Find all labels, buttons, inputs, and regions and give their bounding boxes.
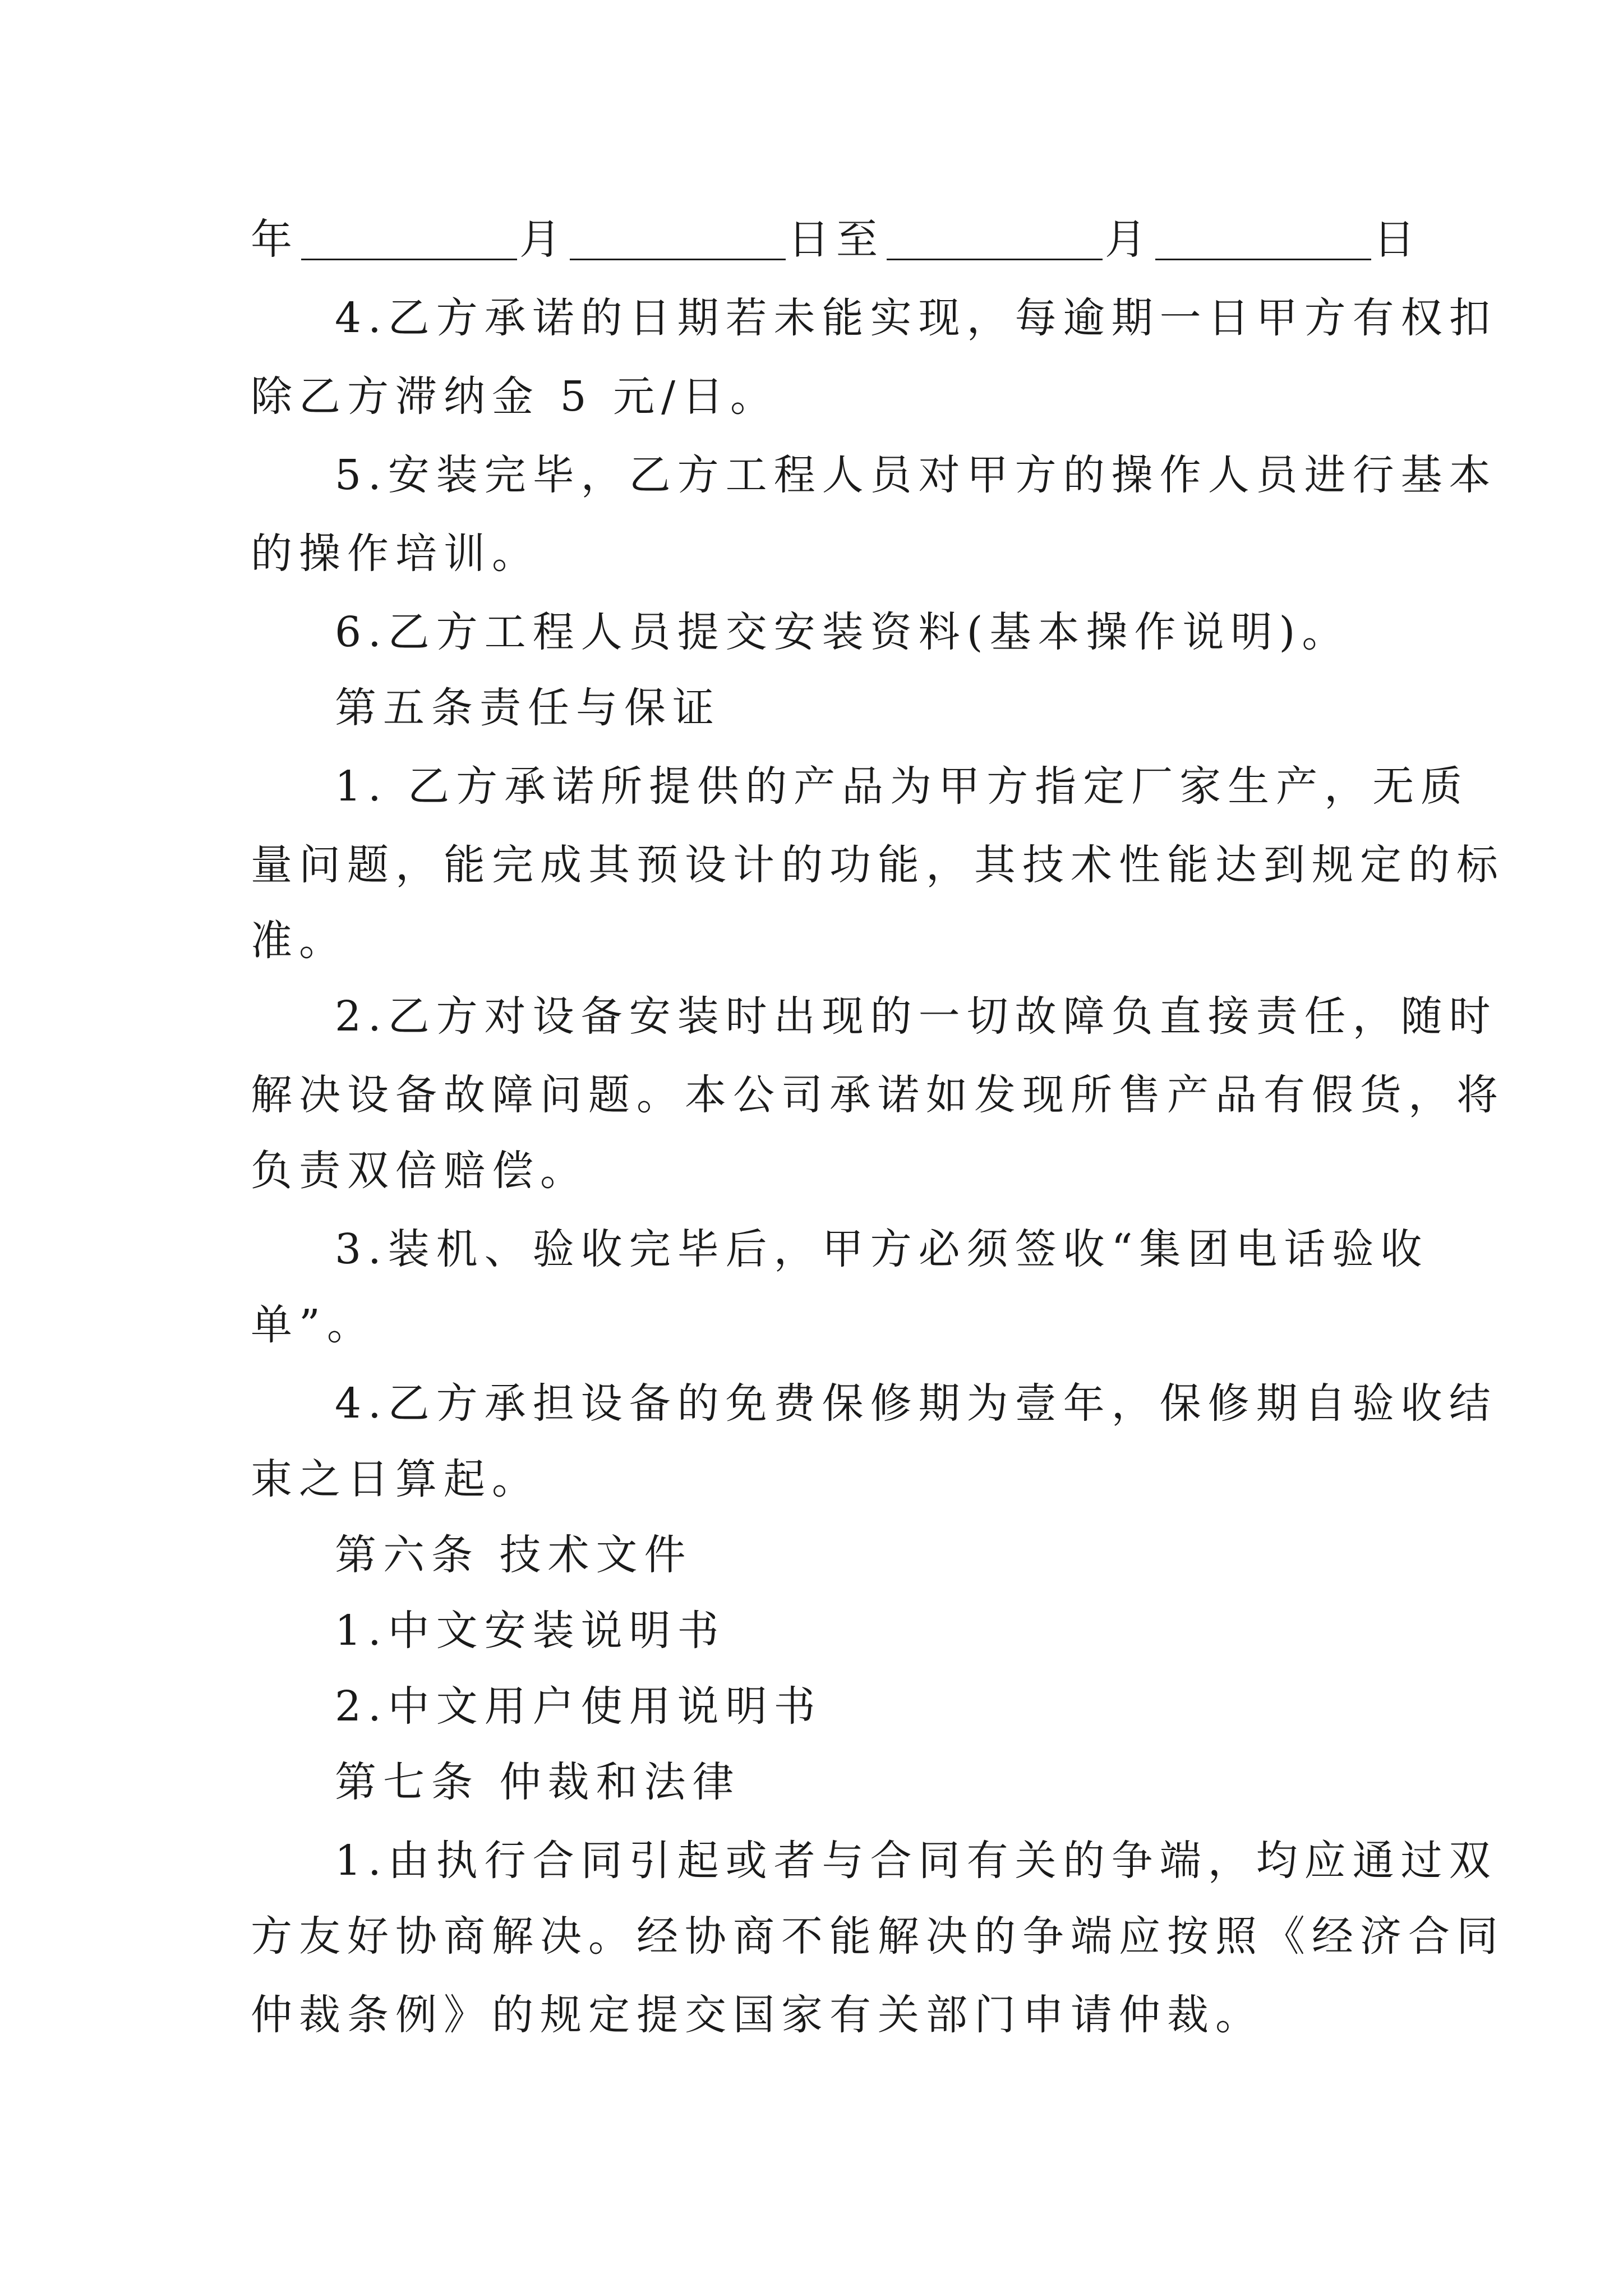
section-heading: 第七条 仲裁和法律 bbox=[335, 1758, 741, 1806]
month-label: 月 bbox=[1105, 215, 1153, 264]
blank-field[interactable] bbox=[1155, 224, 1371, 260]
paragraph-line: 4.乙方承诺的日期若未能实现，每逾期一日甲方有权扣 bbox=[335, 294, 1497, 342]
paragraph-line: 解决设备故障问题。本公司承诺如发现所售产品有假货，将 bbox=[251, 1071, 1505, 1119]
paragraph-line: 3.装机、验收完毕后，甲方必须签收“集团电话验收 bbox=[335, 1225, 1429, 1273]
paragraph-line: 仲裁条例》的规定提交国家有关部门申请仲裁。 bbox=[251, 1991, 1264, 2039]
paragraph-line: 6.乙方工程人员提交安装资料(基本操作说明)。 bbox=[335, 608, 1350, 656]
list-item: 2.中文用户使用说明书 bbox=[335, 1682, 822, 1731]
blank-field[interactable] bbox=[301, 224, 517, 260]
paragraph-line: 单”。 bbox=[251, 1301, 375, 1349]
date-range-line bbox=[251, 215, 1422, 264]
paragraph-line: 的操作培训。 bbox=[251, 530, 540, 578]
section-heading: 第五条责任与保证 bbox=[335, 684, 721, 732]
paragraph-line: 1. 乙方承诺所提供的产品为甲方指定厂家生产，无质 bbox=[335, 762, 1469, 811]
paragraph-line: 5.安装完毕，乙方工程人员对甲方的操作人员进行基本 bbox=[335, 451, 1497, 499]
blank-field[interactable] bbox=[570, 224, 786, 260]
day-label: 日至 bbox=[788, 215, 884, 264]
paragraph-line: 负责双倍赔偿。 bbox=[251, 1147, 588, 1195]
paragraph-line: 方友好协商解决。经协商不能解决的争端应按照《经济合同 bbox=[251, 1912, 1505, 1961]
paragraph-line: 束之日算起。 bbox=[251, 1455, 540, 1503]
blank-field[interactable] bbox=[887, 224, 1103, 260]
section-heading: 第六条 技术文件 bbox=[335, 1531, 693, 1579]
list-item: 1.中文安装说明书 bbox=[335, 1607, 726, 1655]
paragraph-line: 4.乙方承担设备的免费保修期为壹年，保修期自验收结 bbox=[335, 1379, 1497, 1428]
paragraph-line: 1.由执行合同引起或者与合同有关的争端，均应通过双 bbox=[335, 1837, 1497, 1885]
paragraph-line: 2.乙方对设备安装时出现的一切故障负直接责任，随时 bbox=[335, 992, 1497, 1041]
month-label: 月 bbox=[519, 215, 568, 264]
paragraph-line: 量问题，能完成其预设计的功能，其技术性能达到规定的标 bbox=[251, 841, 1505, 889]
year-label: 年 bbox=[251, 215, 299, 264]
paragraph-line: 除乙方滞纳金 5 元/日。 bbox=[251, 372, 779, 421]
day-label: 日 bbox=[1373, 215, 1422, 264]
paragraph-line: 准。 bbox=[251, 917, 347, 965]
